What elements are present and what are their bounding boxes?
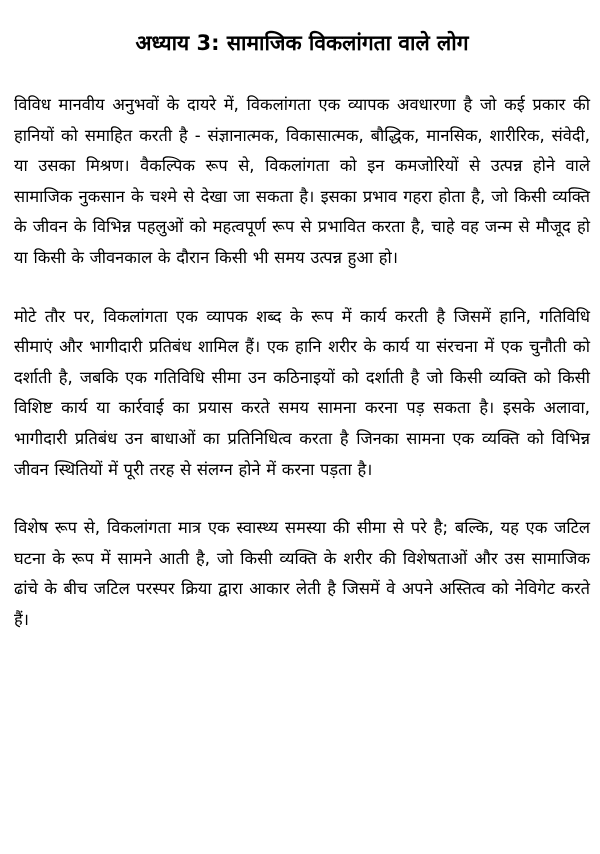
paragraph-2: मोटे तौर पर, विकलांगता एक व्यापक शब्द के रूप में कार्य करती है जिसमें हानि, गतिविधि सीमाएं और भागीदारी प्रतिबंध शामिल हैं। एक हानि शरीर के कार्य या संरचना में एक चुनौती को दर्शाती है, जबकि एक गतिविधि सीमा उन कठिनाइयों को दर्शाती है जो किसी व्यक्ति को किसी विशिष्ट कार्य या कार्रवाई का प्रयास करते समय सामना करना पड़ सकता है। इसके अलावा, भागीदारी प्रतिबंध उन बाधाओं का प्रतिनिधित्व करता है जिनका सामना एक व्यक्ति को विभिन्न जीवन स्थितियों में पूरी तरह से संलग्न होने में करना पड़ता है। [14,306,590,479]
paragraph-3: विशेष रूप से, विकलांगता मात्र एक स्वास्थ्य समस्या की सीमा से परे है; बल्कि, यह एक जटिल घटना के रूप में सामने आती है, जो किसी व्यक्ति के शरीर की विशेषताओं और उस सामाजिक ढांचे के बीच जटिल परस्पर क्रिया द्वारा आकार लेती है जिसमें वे अपने अस्तित्व को नेविगेट करते हैं। [14,518,590,629]
paragraph-1: विविध मानवीय अनुभवों के दायरे में, विकलांगता एक व्यापक अवधारणा है जो कई प्रकार की हानियों को समाहित करती है - संज्ञानात्मक, विकासात्मक, बौद्धिक, मानसिक, शारीरिक, संवेदी, या उसका मिश्रण। वैकल्पिक रूप से, विकलांगता को इन कमजोरियों से उत्पन्न होने वाले सामाजिक नुकसान के चश्मे से देखा जा सकता है। इसका प्रभाव गहरा होता है, जो किसी व्यक्ति के जीवन के विभिन्न पहलुओं को महत्वपूर्ण रूप से प्रभावित करता है, चाहे वह जन्म से मौजूद हो या किसी के जीवनकाल के दौरान किसी भी समय उत्पन्न हुआ हो। [14,95,590,267]
chapter-title: अध्याय 3: सामाजिक विकलांगता वाले लोग [135,31,469,55]
